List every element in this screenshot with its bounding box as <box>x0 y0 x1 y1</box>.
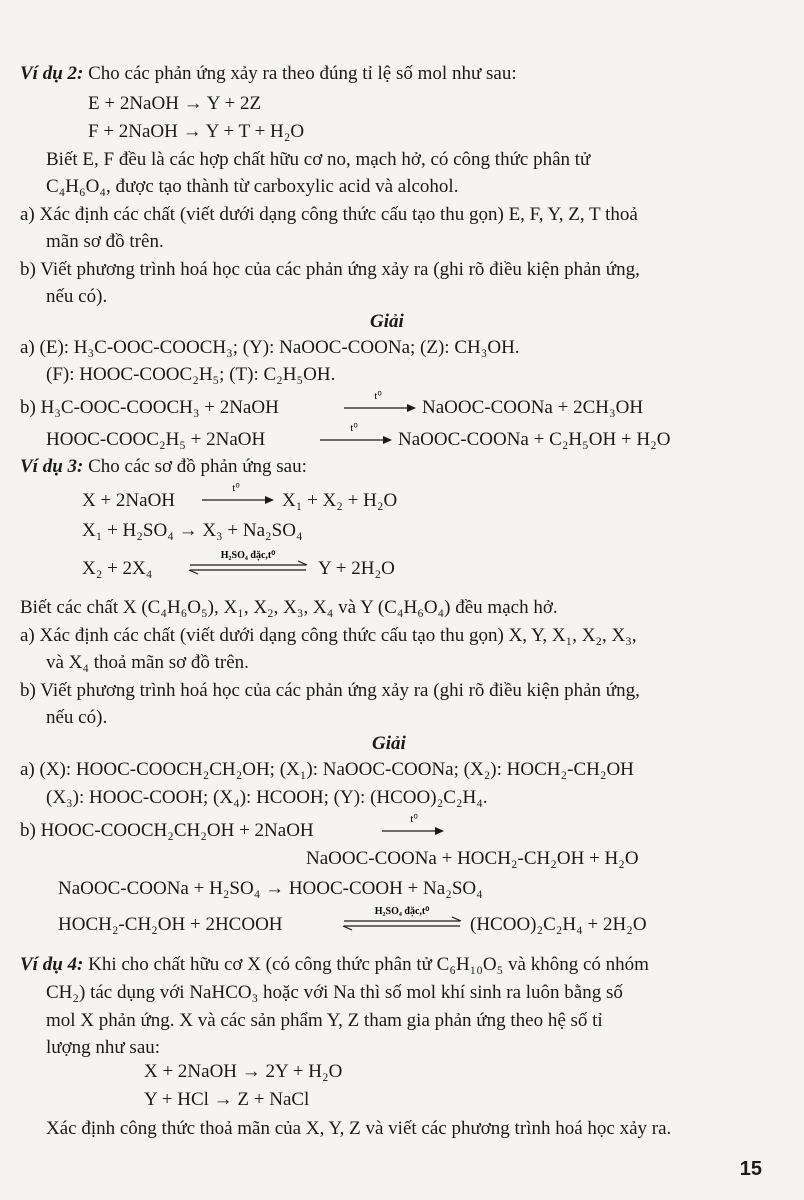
example-4-task: Xác định công thức thoả mãn của X, Y, Z và viết các phương trình hoá học xảy ra. <box>46 1118 672 1139</box>
ex3-answer-b-eq1-right: NaOOC-COONa + HOCH₂-CH₂OH + H₂O <box>306 848 639 869</box>
example-2-label: Ví dụ 2: <box>20 63 84 84</box>
ex3-solution-heading: Giải <box>372 733 406 754</box>
example-3-intro: Cho các sơ đồ phản ứng sau: <box>88 456 307 477</box>
ex2-equation-1: E + 2NaOH → Y + 2Z <box>88 93 262 114</box>
ex2-answer-a-line-1: a) (E): H₃C-OOC-COOCH₃; (Y): NaOOC-COONa; (Z): CH₃OH. <box>20 337 520 358</box>
ex3-answer-b-eq1-left: b) HOOC-COOCH₂CH₂OH + 2NaOH <box>20 820 314 841</box>
heat-arrow <box>380 811 446 841</box>
heat-arrow <box>318 420 394 450</box>
example-4-line-1 <box>20 953 649 977</box>
example-4-label: Ví dụ 4: <box>20 954 84 975</box>
ex2-question-b-line-2: nếu có). <box>46 286 108 307</box>
heat-condition-label: t⁰ <box>350 422 358 434</box>
ex3-question-a-line-2: và X₄ thoả mãn sơ đồ trên. <box>46 652 249 673</box>
example-4-text-3: mol X phản ứng. X và các sản phẩm Y, Z tham gia phản ứng theo hệ số tỉ <box>46 1010 603 1031</box>
ex2-question-a-line-2: mãn sơ đồ trên. <box>46 231 164 252</box>
example-2-intro: Cho các phản ứng xảy ra theo đúng tỉ lệ số mol như sau: <box>88 63 517 84</box>
ex3-equation-2: X₁ + H₂SO₄ → X₃ + Na₂SO₄ <box>82 520 303 541</box>
example-4-text-2: CH₂) tác dụng với NaHCO₃ hoặc với Na thì số mol khí sinh ra luôn bằng số <box>46 982 623 1003</box>
ex3-answer-b-eq3-right: (HCOO)₂C₂H₄ + 2H₂O <box>470 914 647 935</box>
ex3-given: Biết các chất X (C₄H₆O₅), X₁, X₂, X₃, X₄ và Y (C₄H₆O₄) đều mạch hở. <box>20 597 558 618</box>
ex4-equation-2: Y + HCl → Z + NaCl <box>144 1089 310 1110</box>
example-2-intro-line <box>20 62 517 86</box>
ex2-question-a-line-1: a) Xác định các chất (viết dưới dạng công thức cấu tạo thu gọn) E, F, Y, Z, T thoả <box>20 204 638 225</box>
ex3-question-b-line-2: nếu có). <box>46 707 108 728</box>
ex2-answer-b-eq2-right: NaOOC-COONa + C₂H₅OH + H₂O <box>398 429 671 450</box>
ex3-equation-1-left: X + 2NaOH <box>82 490 176 511</box>
ex3-equation-1-right: X₁ + X₂ + H₂O <box>282 490 398 511</box>
heat-condition-label: t⁰ <box>232 482 240 494</box>
ex3-answer-a-line-2: (X₃): HOOC-COOH; (X₄): HCOOH; (Y): (HCOO)₂C₂H₄. <box>46 787 488 808</box>
example-4-text-4: lượng như sau: <box>46 1037 161 1058</box>
example-4-text-1: Khi cho chất hữu cơ X (có công thức phân tử C₆H₁₀O₅ và không có nhóm <box>88 954 649 975</box>
heat-arrow <box>342 388 418 418</box>
ex2-answer-b-eq2-left: HOOC-COOC₂H₅ + 2NaOH <box>46 429 266 450</box>
acid-heat-condition-label: H₂SO₄ đặc,t⁰ <box>374 906 430 917</box>
acid-heat-condition-label: H₂SO₄ đặc,t⁰ <box>220 550 276 561</box>
equilibrium-arrow <box>186 545 312 579</box>
equilibrium-arrow <box>340 901 466 935</box>
ex2-answer-b-eq1-left: b) H₃C-OOC-COOCH₃ + 2NaOH <box>20 397 279 418</box>
ex2-question-b-line-1: b) Viết phương trình hoá học của các phản ứng xảy ra (ghi rõ điều kiện phản ứng, <box>20 259 640 280</box>
ex3-answer-b-eq3-left: HOCH₂-CH₂OH + 2HCOOH <box>58 914 283 935</box>
page-number: 15 <box>739 1158 762 1180</box>
ex3-question-b-line-1: b) Viết phương trình hoá học của các phản ứng xảy ra (ghi rõ điều kiện phản ứng, <box>20 680 640 701</box>
example-3-intro-line <box>20 455 307 479</box>
heat-condition-label: t⁰ <box>410 813 418 825</box>
ex2-answer-b-eq1-right: NaOOC-COONa + 2CH₃OH <box>422 397 644 418</box>
ex3-answer-a-line-1: a) (X): HOOC-COOCH₂CH₂OH; (X₁): NaOOC-COONa; (X₂): HOCH₂-CH₂OH <box>20 759 634 780</box>
ex2-equation-2: F + 2NaOH → Y + T + H₂O <box>88 121 305 142</box>
ex2-answer-a-line-2: (F): HOOC-COOC₂H₅; (T): C₂H₅OH. <box>46 364 336 385</box>
ex3-equation-3-left: X₂ + 2X₄ <box>82 558 153 579</box>
ex3-question-a-line-1: a) Xác định các chất (viết dưới dạng công thức cấu tạo thu gọn) X, Y, X₁, X₂, X₃, <box>20 625 637 646</box>
ex2-given-line-1: Biết E, F đều là các hợp chất hữu cơ no, mạch hở, có công thức phân tử <box>46 149 591 170</box>
example-3-label: Ví dụ 3: <box>20 456 84 477</box>
ex4-equation-1: X + 2NaOH → 2Y + H₂O <box>144 1061 343 1082</box>
ex3-equation-3-right: Y + 2H₂O <box>318 558 395 579</box>
ex3-answer-b-eq2: NaOOC-COONa + H₂SO₄ → HOOC-COOH + Na₂SO₄ <box>58 878 483 899</box>
heat-arrow <box>200 480 276 510</box>
ex2-given-line-2: C₄H₆O₄, được tạo thành từ carboxylic acid và alcohol. <box>46 176 459 197</box>
heat-condition-label: t⁰ <box>374 390 382 402</box>
ex2-solution-heading: Giải <box>370 311 404 332</box>
